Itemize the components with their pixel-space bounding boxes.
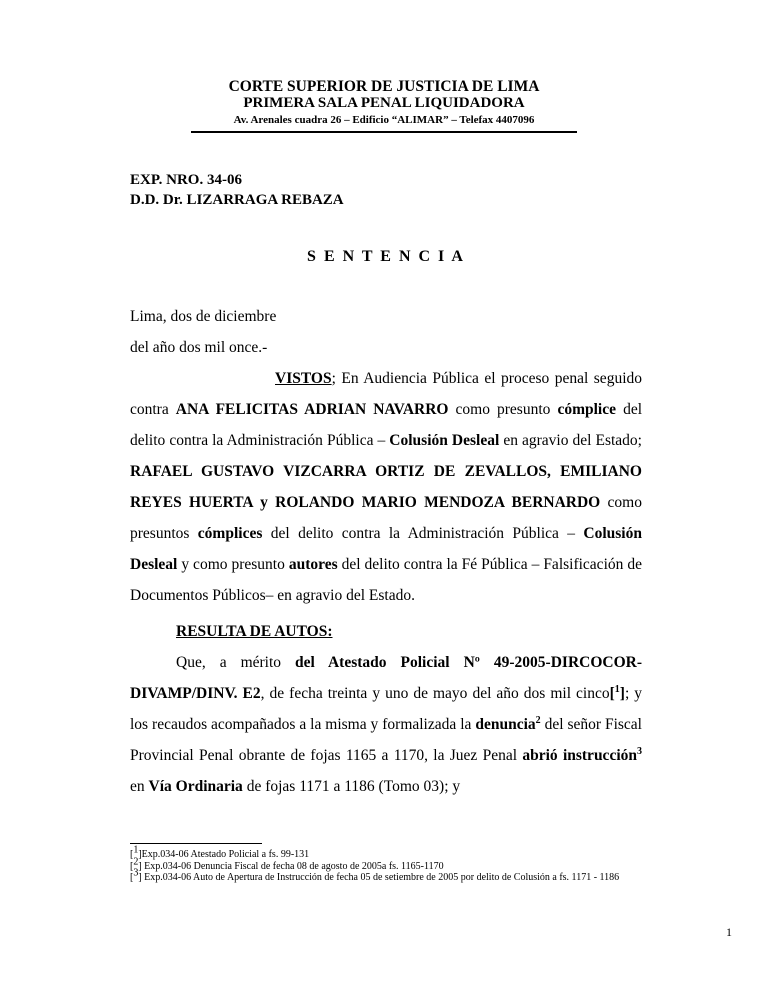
text-run: 2 — [133, 856, 139, 868]
text-run: [ — [609, 685, 615, 702]
text-run: , de fecha treinta y uno de mayo del año dos mil cinco — [260, 685, 610, 702]
footnotes-section — [130, 843, 654, 884]
case-judge: D.D. Dr. LIZARRAGA REBAZA — [130, 192, 344, 208]
text-run: denuncia — [475, 716, 536, 733]
text-run: ] Exp.034-06 Denuncia Fiscal de fecha 08 de agosto de 2005a fs. 1165-1170 — [138, 860, 444, 872]
text-run: cómplice — [557, 401, 617, 418]
text-run: 1 — [133, 844, 139, 856]
text-run: del delito contra la Fé Pública – Falsificación de Documentos Públicos– en agravio del Estado. — [130, 556, 642, 604]
text-run: RESULTA DE AUTOS: — [176, 623, 333, 640]
text-run: Lima, dos de diciembre — [130, 308, 277, 325]
text-run: Colusión Desleal — [389, 432, 500, 449]
case-exp-number: EXP. NRO. 34-06 — [130, 172, 242, 188]
court-name: CORTE SUPERIOR DE JUSTICIA DE LIMA — [228, 78, 540, 95]
text-run: del señor Fiscal Provincial Penal obrante de fojas 1165 a 1170, la Juez Penal — [130, 716, 642, 764]
text-run: ANA FELICITAS ADRIAN NAVARRO — [175, 401, 449, 418]
page-number: 1 — [726, 925, 732, 939]
paragraph-resulta-heading — [130, 616, 642, 647]
text-run: VISTOS — [275, 370, 332, 387]
text-run: en agravio del Estado; — [499, 432, 642, 449]
footnote-2 — [130, 856, 654, 873]
footnote-separator — [130, 843, 262, 844]
text-run: [ — [130, 849, 134, 860]
text-run: como presuntos — [130, 494, 642, 542]
paragraph-resulta-body — [130, 647, 642, 802]
text-run: ] Exp.034-06 Auto de Apertura de Instrucción de fecha 05 de setiembre de 2005 por delito de Colusión a fs. 1171 - 1186 — [138, 872, 620, 883]
case-info — [130, 170, 344, 210]
text-run: 1 — [614, 683, 620, 695]
text-run: del año dos mil once.- — [130, 339, 268, 356]
document-body — [130, 301, 642, 802]
text-run: 3 — [637, 745, 642, 757]
text-run: y como presunto — [177, 556, 289, 573]
text-run: abrió instrucción — [522, 747, 637, 764]
text-run: Colusión Desleal — [130, 525, 642, 573]
text-run: ]Exp.034-06 Atestado Policial a fs. 99-131 — [138, 849, 310, 860]
text-run: Que, a mérito — [176, 654, 296, 671]
text-run: de fojas 1171 a 1186 (Tomo 03); y — [242, 778, 461, 795]
text-run: cómplices — [197, 525, 263, 542]
text-run: 3 — [133, 867, 139, 879]
text-run: 2 — [535, 714, 541, 726]
court-address: Av. Arenales cuadra 26 – Edificio “ALIMAR” – Telefax 4407096 — [233, 114, 535, 126]
text-run: [ — [130, 860, 134, 872]
text-run: ; En Audiencia Pública el proceso penal seguido contra — [130, 370, 642, 418]
text-run: ; y los recaudos acompañados a la misma y formalizada la — [130, 685, 643, 733]
document-title: S E N T E N C I A — [307, 248, 465, 265]
footnote-3 — [130, 867, 654, 884]
text-run: ] — [619, 685, 625, 702]
footnote-1 — [130, 844, 654, 861]
text-run: [ — [130, 872, 134, 883]
text-run: en — [130, 778, 149, 795]
text-run: como presunto — [448, 401, 558, 418]
text-run: del Atestado Policial Nº 49-2005-DIRCOCOR-DIVAMP/DINV. E2 — [130, 654, 642, 702]
text-run: Vía Ordinaria — [148, 778, 243, 795]
text-run: del delito contra la Administración Pública – — [130, 401, 643, 449]
paragraph-vistos — [130, 363, 642, 611]
chamber-name: PRIMERA SALA PENAL LIQUIDADORA — [243, 95, 525, 111]
paragraph-date-line2 — [130, 332, 642, 363]
paragraph-date-line1 — [130, 301, 642, 332]
text-run: RAFAEL GUSTAVO VIZCARRA ORTIZ DE ZEVALLOS, EMILIANO REYES HUERTA y ROLANDO MARIO MENDOZA BERNARDO — [130, 463, 642, 511]
letterhead — [191, 78, 577, 133]
footnote-list — [130, 844, 654, 884]
text-run: autores — [288, 556, 338, 573]
text-run: del delito contra la Administración Pública – — [262, 525, 584, 542]
